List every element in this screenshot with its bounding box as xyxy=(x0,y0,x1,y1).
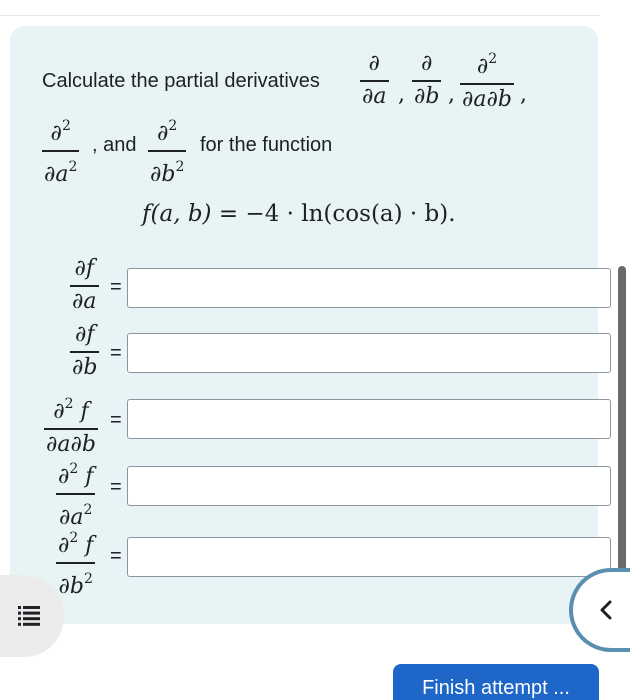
fraction-bar xyxy=(148,150,186,152)
fraction-bar xyxy=(360,80,389,82)
answer-input-d-da[interactable] xyxy=(127,268,611,308)
answer-denominator: $\partial b^2$ xyxy=(58,570,93,599)
answer-label-d2-db2 xyxy=(56,525,95,600)
operator-d-da xyxy=(360,51,389,110)
answer-denominator: ∂b xyxy=(72,354,98,380)
operator-numerator: ∂$^2$ xyxy=(476,51,498,79)
equals-sign: = xyxy=(110,342,122,364)
function-formula xyxy=(142,201,456,227)
answer-label-d-db xyxy=(70,322,99,381)
vertical-scrollbar[interactable] xyxy=(618,266,626,596)
answer-input-d2-da2[interactable] xyxy=(127,466,611,506)
answer-label-d-da xyxy=(70,256,99,315)
and-text: , and xyxy=(92,134,137,156)
operator-numerator: ∂$^2$ xyxy=(50,118,71,146)
equals-sign: = xyxy=(110,476,122,498)
comma: , xyxy=(520,82,527,107)
operator-d2-db2 xyxy=(148,113,186,188)
answer-label-d2-da2 xyxy=(56,456,95,531)
operator-numerator: ∂ xyxy=(368,51,380,76)
operator-denominator: ∂a xyxy=(362,83,387,109)
answer-input-d2-db2[interactable] xyxy=(127,537,611,577)
answer-denominator: ∂a∂b xyxy=(46,431,96,457)
operator-d-db xyxy=(412,51,441,110)
for-text: for the function xyxy=(200,134,333,156)
comma: , xyxy=(398,82,405,107)
answer-input-d-db[interactable] xyxy=(127,333,611,373)
equals-sign: = xyxy=(110,545,122,567)
operator-denominator: ∂b xyxy=(414,83,440,109)
function-lhs: f(a, b) xyxy=(142,201,212,227)
operator-denominator: $\partial b^2$ xyxy=(150,158,185,187)
operator-d2-dadb xyxy=(460,46,514,113)
function-rhs: = −4 · ln(cos(a) · b). xyxy=(218,201,456,227)
fraction-bar xyxy=(460,83,514,85)
answer-denominator: $\partial a^2$ xyxy=(59,501,93,530)
operator-denominator: ∂a∂b xyxy=(462,86,512,112)
top-divider xyxy=(0,15,600,16)
answer-denominator: ∂a xyxy=(72,288,97,314)
answer-label-d2-dadb xyxy=(44,391,98,458)
equals-sign: = xyxy=(110,276,122,298)
answer-numerator: ∂f xyxy=(74,322,95,347)
answer-numerator: ∂$^2$ f xyxy=(58,530,94,558)
operator-d2-da2 xyxy=(42,113,79,188)
question-intro: Calculate the partial derivatives xyxy=(42,70,320,92)
fraction-bar xyxy=(42,150,79,152)
operator-denominator: $\partial a^2$ xyxy=(44,158,78,187)
fraction-bar xyxy=(56,493,95,495)
answer-numerator: ∂$^2$ f xyxy=(53,396,89,424)
answer-numerator: ∂$^2$ f xyxy=(58,461,94,489)
operator-numerator: ∂ xyxy=(421,51,433,76)
fraction-bar xyxy=(56,562,95,564)
list-icon xyxy=(18,606,40,626)
fraction-bar xyxy=(70,351,99,353)
equals-sign: = xyxy=(110,409,122,431)
comma: , xyxy=(448,82,455,107)
fraction-bar xyxy=(70,285,99,287)
finish-attempt-button[interactable]: Finish attempt ... xyxy=(393,664,599,700)
answer-numerator: ∂f xyxy=(74,256,95,281)
chevron-left-icon xyxy=(599,600,613,620)
operator-numerator: ∂$^2$ xyxy=(157,118,178,146)
answer-input-d2-dadb[interactable] xyxy=(127,399,611,439)
fraction-bar xyxy=(412,80,441,82)
fraction-bar xyxy=(44,428,98,430)
